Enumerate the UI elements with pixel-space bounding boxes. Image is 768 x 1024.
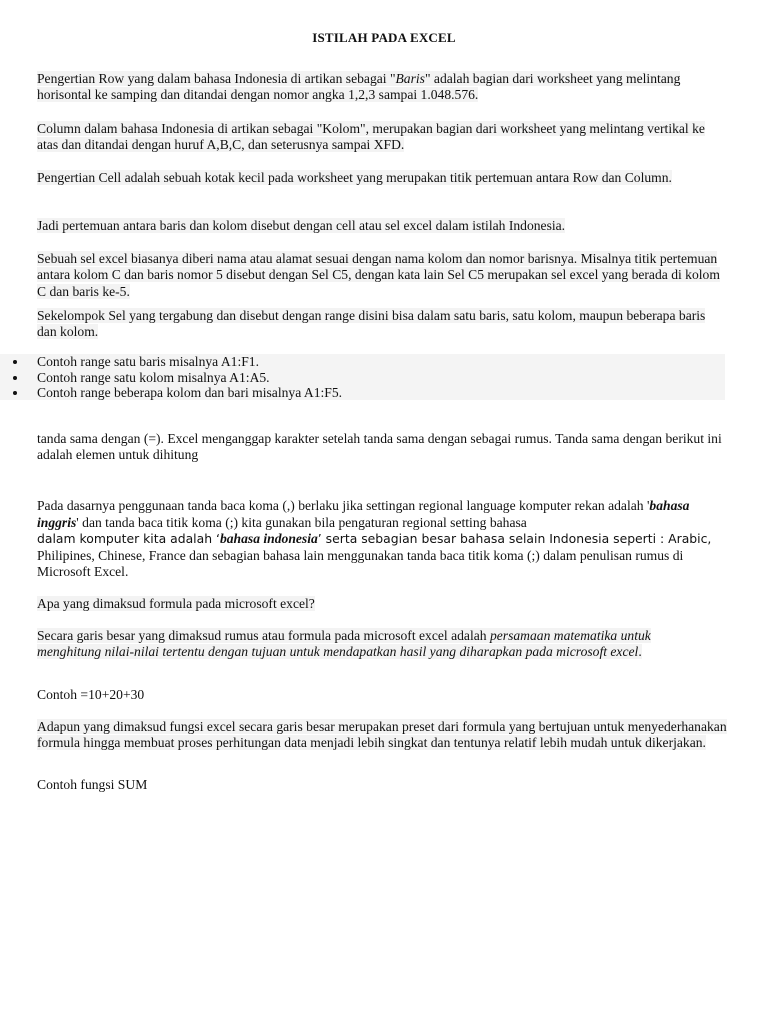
formula-answer-part1: Secara garis besar yang dimaksud rumus atau formula pada microsoft excel adalah	[37, 628, 490, 643]
equals-sign-paragraph: tanda sama dengan (=). Excel menganggap karakter setelah tanda sama dengan sebagai rumus. Tanda sama dengan berikut ini adalah elemen untuk dihitung	[37, 431, 722, 463]
bullet-icon	[13, 360, 17, 364]
separator-part3: dalam komputer kita adalah ‘	[37, 531, 220, 546]
separator-bold1: bahasa inggris	[37, 498, 690, 530]
page-title: ISTILAH PADA EXCEL	[312, 30, 456, 45]
column-definition	[37, 121, 709, 154]
function-example: Contoh fungsi SUM	[37, 777, 148, 792]
list-item	[0, 354, 725, 370]
range-example-text: Contoh range satu kolom misalnya A1:A5.	[37, 369, 270, 385]
function-definition-text: Adapun yang dimaksud fungsi excel secara garis besar merupakan preset dari formula yang bertujuan untuk menyederhanakan formula hingga membuat proses perhitungan data menjadi lebih singkat dan tentunya relatif lebih mudah untuk dikerjakan.	[37, 719, 727, 751]
cell-naming-text: Sebuah sel excel biasanya diberi nama atau alamat sesuai dengan nama kolom dan nomor barisnya. Misalnya titik pertemuan antara kolom C dan baris nomor 5 disebut dengan Sel C5, dengan kata lain Sel C5 merupakan sel excel yang berada di kolom C dan baris ke-5.	[37, 251, 720, 299]
row-definition-part2: " adalah bagian dari worksheet yang melintang horisontal ke samping dan ditandai dengan nomor angka 1,2,3 sampai 1.048.576.	[37, 71, 681, 103]
row-definition-part1: Pengertian Row yang dalam bahasa Indonesia di artikan sebagai "	[37, 71, 396, 86]
separator-bold2: bahasa indonesia	[219, 531, 318, 546]
range-definition	[37, 308, 727, 341]
separator-part4: ’ serta sebagian besar bahasa selain Indonesia seperti : Arabic,	[317, 531, 712, 546]
column-definition-text: Column dalam bahasa Indonesia di artikan sebagai "Kolom", merupakan bagian dari worksheet yang melintang vertikal ke atas dan ditandai dengan huruf A,B,C, dan seterusnya sampai XFD.	[37, 121, 705, 153]
range-examples-list	[0, 354, 725, 400]
list-item	[0, 370, 725, 386]
cell-definition-text: Pengertian Cell adalah sebuah kotak kecil pada worksheet yang merupakan titik pertemuan antara Row dan Column.	[37, 170, 672, 185]
separator-part1: Pada dasarnya penggunaan tanda baca koma (,) berlaku jika settingan regional language komputer rekan adalah '	[37, 498, 650, 513]
separator-paragraph	[37, 498, 727, 581]
formula-question	[37, 596, 727, 612]
cell-naming	[37, 251, 727, 300]
cell-summary	[37, 218, 717, 234]
formula-answer	[37, 628, 717, 661]
list-item	[0, 385, 725, 401]
row-definition-text	[37, 71, 680, 102]
separator-part2: ' dan tanda baca titik koma (;) kita gunakan bila pengaturan regional setting bahasa	[76, 514, 527, 530]
separator-part5: Philipines, Chinese, France dan sebagian bahasa lain menggunakan tanda baca titik koma (;) dalam penulisan rumus di Microsoft Excel.	[37, 547, 684, 579]
cell-definition	[37, 170, 717, 186]
formula-answer-part2: .	[638, 644, 642, 660]
range-example-text: Contoh range satu baris misalnya A1:F1.	[37, 354, 260, 369]
formula-answer-text	[37, 628, 651, 659]
row-definition	[37, 71, 717, 104]
range-definition-text: Sekelompok Sel yang tergabung dan disebut dengan range disini bisa dalam satu baris, satu kolom, maupun beberapa baris dan kolom.	[37, 308, 706, 340]
row-definition-italic: Baris	[395, 71, 425, 86]
example-formula: Contoh =10+20+30	[37, 687, 145, 702]
range-example-text: Contoh range beberapa kolom dan bari misalnya A1:F5.	[37, 385, 343, 400]
formula-question-text: Apa yang dimaksud formula pada microsoft excel?	[37, 596, 315, 611]
function-definition	[37, 719, 727, 752]
bullet-icon	[13, 391, 17, 395]
bullet-icon	[13, 376, 17, 380]
formula-answer-italic: persamaan matematika untuk menghitung nilai-nilai tertentu dengan tujuan untuk mendapatkan hasil yang diharapkan pada microsoft excel	[37, 628, 651, 660]
cell-summary-text: Jadi pertemuan antara baris dan kolom disebut dengan cell atau sel excel dalam istilah Indonesia.	[37, 218, 566, 233]
